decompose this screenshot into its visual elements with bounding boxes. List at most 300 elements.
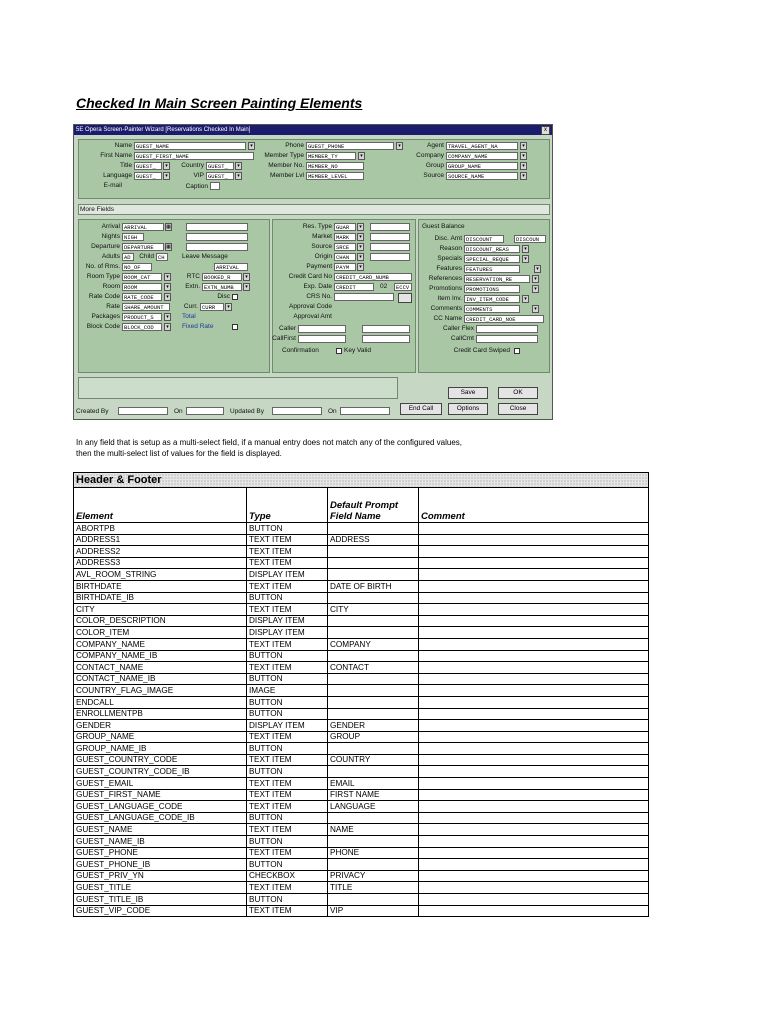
extn-label: Extn. [185,283,200,290]
cell-element: GUEST_NAME [74,824,247,836]
agent-list-icon[interactable]: ▾ [520,142,527,150]
cell-type: BUTTON [247,743,328,755]
cell-element: ADDRESS1 [74,534,247,546]
credit-card-no-label: Credit Card No [288,273,332,280]
market-field[interactable]: MARK [334,233,356,241]
cell-element: GUEST_FIRST_NAME [74,789,247,801]
source-code-list-icon[interactable]: ▾ [357,243,364,251]
cell-type: BUTTON [247,592,328,604]
cell-element: GUEST_LANGUAGE_CODE_IB [74,812,247,824]
exp-date-cvv-field[interactable]: ECCV [394,283,412,291]
table-row [74,894,649,906]
phone-list-icon[interactable]: ▾ [396,142,403,150]
title-list-icon[interactable]: ▾ [163,162,170,170]
cell-prompt [328,650,419,662]
cell-prompt: CONTACT [328,662,419,674]
table-row [74,905,649,917]
cell-type: TEXT ITEM [247,824,328,836]
promotions-field[interactable]: PROMOTIONS [464,285,520,293]
cell-type: TEXT ITEM [247,882,328,894]
features-field[interactable]: FEATURES [464,265,520,273]
cell-comment [419,615,649,627]
comments-label: Comments [430,305,462,312]
cell-element: GUEST_NAME_IB [74,836,247,848]
screen-painter-screenshot [73,124,553,420]
cell-element: GUEST_TITLE [74,882,247,894]
table-row [74,847,649,859]
cell-element: BIRTHDATE [74,580,247,592]
created-on-label: On [174,408,183,415]
cell-comment [419,685,649,697]
table-row [74,789,649,801]
cell-prompt: LANGUAGE [328,801,419,813]
cell-element: CITY [74,604,247,616]
origin-extra-field[interactable] [370,253,410,261]
cell-prompt: FIRST NAME [328,789,419,801]
language-field[interactable]: GUEST_ [134,172,162,180]
company-label: Company [416,152,444,159]
table-row [74,824,649,836]
cell-element: GUEST_LANGUAGE_CODE [74,801,247,813]
section-header: Header & Footer [74,473,649,488]
more-fields-tab[interactable]: More Fields [80,206,114,213]
guest-balance-label: Guest Balance [422,223,465,230]
name-list-icon[interactable]: ▾ [248,142,255,150]
title-field[interactable]: GUEST_ [134,162,162,170]
cell-type: DISPLAY ITEM [247,569,328,581]
payment-list-icon[interactable]: ▾ [357,263,364,271]
table-row [74,580,649,592]
room-type-list-icon[interactable]: ▾ [164,273,171,281]
item-inv-list-icon[interactable]: ▾ [522,295,529,303]
table-row [74,650,649,662]
cc-name-field[interactable]: CREDIT_CARD_NOE [464,315,544,323]
room-type-label: Room Type [86,273,120,280]
cell-prompt [328,708,419,720]
cell-element: ADDRESS3 [74,557,247,569]
table-row [74,534,649,546]
agent-field[interactable]: TRAVEL_AGENT_NA [446,142,518,150]
multi-select-note: In any field that is setup as a multi-select field, if a manual entry does not match any of the configured values, then the multi-select list of values for the field is displayed. [76,438,462,458]
elements-table [73,472,649,917]
child-label: Child [139,253,154,260]
cell-prompt [328,743,419,755]
cell-comment [419,743,649,755]
cell-prompt: DATE OF BIRTH [328,580,419,592]
table-row [74,859,649,871]
member-type-label: Member Type [264,152,304,159]
cell-prompt: PRIVACY [328,870,419,882]
market-list-icon[interactable]: ▾ [357,233,364,241]
options-button[interactable]: Options [448,403,488,415]
cell-type: TEXT ITEM [247,580,328,592]
cell-type: DISPLAY ITEM [247,615,328,627]
table-row [74,812,649,824]
packages-label: Packages [91,313,120,320]
cell-prompt: GROUP [328,731,419,743]
agent-label: Agent [427,142,444,149]
table-row [74,696,649,708]
table-row [74,673,649,685]
reason-field[interactable]: DISCOUNT_REAS [464,245,520,253]
fixed-rate-checkbox[interactable] [232,324,238,330]
callfirst-field[interactable] [298,335,346,343]
cell-comment [419,789,649,801]
vip-list-icon[interactable]: ▾ [235,172,242,180]
cell-comment [419,638,649,650]
cell-type: TEXT ITEM [247,789,328,801]
child-field[interactable]: CH [156,253,168,261]
first-name-field[interactable]: GUEST_FIRST_NAME [134,152,254,160]
cell-comment [419,824,649,836]
disc-amt-field[interactable]: DISCOUNT [464,235,504,243]
source-field[interactable]: SOURCE_NAME [446,172,518,180]
caption-label: Caption [185,183,208,190]
column-header-type: Type [247,488,328,523]
cell-comment [419,604,649,616]
cell-prompt [328,894,419,906]
phone-label: Phone [285,142,304,149]
cell-comment [419,523,649,535]
cell-type: BUTTON [247,894,328,906]
source-code-label: Source [311,243,332,250]
room-label: Room [102,283,120,290]
origin-label: Origin [314,253,332,260]
adults-field[interactable]: AD [122,253,134,261]
promotions-list-icon[interactable]: ▾ [532,285,539,293]
cell-comment [419,882,649,894]
key-valid-label: Key Valid [344,347,371,354]
source-label: Source [423,172,444,179]
cell-prompt [328,546,419,558]
arrival-string-field[interactable]: ARRIVAL [214,263,248,271]
table-row [74,523,649,535]
arrival-calendar-icon[interactable]: ▦ [166,224,171,230]
cell-comment [419,557,649,569]
references-list-icon[interactable]: ▾ [532,275,539,283]
res-type-field[interactable]: GUAR [334,223,356,231]
disc-checkbox[interactable] [232,294,238,300]
updated-on-field [340,407,390,415]
updated-by-label: Updated By [230,408,264,415]
window-title-bar: 5E Opera Screen-Painter Wizard [Reservations Checked In Main] [74,125,552,135]
cell-type: BUTTON [247,836,328,848]
cell-comment [419,650,649,662]
cell-prompt [328,673,419,685]
table-row [74,557,649,569]
approval-code-label: Approval Code [289,303,332,310]
rate-code-list-icon[interactable]: ▾ [164,293,171,301]
exp-date-label: Exp. Date [303,283,332,290]
cell-type: TEXT ITEM [247,754,328,766]
references-field[interactable]: RESERVATION_RE [464,275,530,283]
packages-list-icon[interactable]: ▾ [164,313,171,321]
credit-card-swiped-checkbox[interactable] [514,348,520,354]
specials-field[interactable]: SPECIAL_REQUE [464,255,520,263]
cell-type: BUTTON [247,766,328,778]
cell-prompt [328,569,419,581]
cell-comment [419,708,649,720]
cell-element: GUEST_PHONE [74,847,247,859]
created-by-label: Created By [76,408,109,415]
name-field[interactable]: GUEST_NAME [134,142,246,150]
cell-type: CHECKBOX [247,870,328,882]
room-type-field[interactable]: ROOM_CAT [122,273,162,281]
table-row [74,685,649,697]
table-row [74,720,649,732]
cell-element: GENDER [74,720,247,732]
cc-name-label: CC Name [433,315,462,322]
table-row [74,754,649,766]
key-valid-checkbox[interactable] [336,348,342,354]
group-list-icon[interactable]: ▾ [520,162,527,170]
cell-prompt [328,836,419,848]
cell-type: TEXT ITEM [247,604,328,616]
fixed-rate-label: Fixed Rate [182,323,214,330]
block-code-field[interactable]: BLOCK_COD [122,323,162,331]
save-button[interactable]: Save [448,387,488,399]
table-row [74,708,649,720]
cell-comment [419,673,649,685]
cell-prompt: EMAIL [328,778,419,790]
credit-card-no-field[interactable]: CREDIT_CARD_NUMB [334,273,412,281]
cell-type: DISPLAY ITEM [247,627,328,639]
cell-element: GROUP_NAME_IB [74,743,247,755]
cell-comment [419,627,649,639]
table-row [74,662,649,674]
payment-field[interactable]: PAYM [334,263,356,271]
table-row [74,743,649,755]
callcmt-label: CallCmt [450,335,474,342]
cell-comment [419,534,649,546]
comments-field[interactable]: COMMENTS [464,305,520,313]
cell-element: CONTACT_NAME_IB [74,673,247,685]
end-call-button[interactable]: End Call [400,403,442,415]
extn-field[interactable]: EXTN_NUMB [202,283,242,291]
packages-field[interactable]: PRODUCT_S [122,313,162,321]
table-row [74,638,649,650]
cell-prompt: GENDER [328,720,419,732]
cell-element: GUEST_EMAIL [74,778,247,790]
cell-element: GUEST_TITLE_IB [74,894,247,906]
column-header-default-prompt: Default Prompt Field Name [328,488,419,523]
arrival-field[interactable]: ARRIVAL [122,223,164,231]
cell-type: TEXT ITEM [247,638,328,650]
table-row [74,731,649,743]
market-extra-field[interactable] [370,233,410,241]
comments-list-icon[interactable]: ▾ [532,305,539,313]
company-field[interactable]: COMPANY_NAME [446,152,518,160]
table-row [74,592,649,604]
source-code-field[interactable]: SRCE [334,243,356,251]
created-on-field [186,407,224,415]
departure-calendar-icon[interactable]: ▦ [166,244,171,250]
source-list-icon[interactable]: ▾ [520,172,527,180]
column-header-row [74,488,649,523]
country-field[interactable]: GUEST_ [206,162,234,170]
promotions-label: Promotions [429,285,462,292]
cell-element: COLOR_ITEM [74,627,247,639]
company-list-icon[interactable]: ▾ [520,152,527,160]
no-of-rms-label: No. of Rms. [85,263,120,270]
rate-code-field[interactable]: RATE_CODE [122,293,162,301]
res-type-label: Res. Type [302,223,332,230]
rate-field[interactable]: SHARE_AMOUNT [122,303,170,311]
no-of-rms-field[interactable]: NO_OF [122,263,152,271]
table-row [74,801,649,813]
cell-comment [419,812,649,824]
cell-comment [419,731,649,743]
cell-prompt [328,592,419,604]
res-type-extra-field[interactable] [370,223,410,231]
adults-label: Adults [101,253,120,260]
crs-lookup-button[interactable] [398,293,412,303]
table-row [74,870,649,882]
cell-element: COUNTRY_FLAG_IMAGE [74,685,247,697]
cell-prompt [328,627,419,639]
cell-comment [419,778,649,790]
cell-comment [419,754,649,766]
departure-field[interactable]: DEPARTURE [122,243,164,251]
language-list-icon[interactable]: ▾ [163,172,170,180]
cell-type: DISPLAY ITEM [247,720,328,732]
member-type-list-icon[interactable]: ▾ [358,152,365,160]
credit-card-swiped-label: Credit Card Swiped [453,347,510,354]
cell-prompt: COUNTRY [328,754,419,766]
member-lvl-label: Member Lvl [270,172,304,179]
language-label: Language [103,172,132,179]
caller-label: Caller [279,325,296,332]
callcmt-field[interactable] [476,335,538,343]
cell-type: TEXT ITEM [247,546,328,558]
origin-list-icon[interactable]: ▾ [357,253,364,261]
nights-field[interactable]: NIGH [122,233,144,241]
cell-comment [419,801,649,813]
group-field[interactable]: GROUP_NAME [446,162,518,170]
close-icon[interactable]: x [541,126,550,135]
cell-type: TEXT ITEM [247,731,328,743]
res-type-list-icon[interactable]: ▾ [357,223,364,231]
disc-pct-field[interactable]: DISCOUN [514,235,546,243]
caption-field[interactable] [210,182,220,190]
rtc-list-icon[interactable]: ▾ [243,273,250,281]
departure-label: Departure [91,243,120,250]
confirmation-label: Confirmation [282,347,319,354]
member-no-field[interactable]: MEMBER_NO [306,162,364,170]
exp-date-suffix: 02 [380,283,388,290]
callfirst-extra-field[interactable] [362,335,410,343]
departure-extra-field[interactable] [186,243,248,251]
cell-type: TEXT ITEM [247,801,328,813]
rtc-field[interactable]: BOOKED_R [202,273,242,281]
cell-prompt: PHONE [328,847,419,859]
total-link[interactable]: Total [182,313,196,320]
cell-element: COMPANY_NAME [74,638,247,650]
table-row [74,569,649,581]
room-field[interactable]: ROOM [122,283,162,291]
origin-field[interactable]: CHAN [334,253,356,261]
nights-label: Nights [101,233,120,240]
exp-date-field[interactable]: CREDIT [334,283,374,291]
crs-no-field[interactable] [334,293,394,301]
member-type-field[interactable]: MEMBER_TY [306,152,356,160]
cell-type: TEXT ITEM [247,534,328,546]
first-name-label: First Name [100,152,132,159]
cell-type: BUTTON [247,708,328,720]
cell-element: AVL_ROOM_STRING [74,569,247,581]
block-code-label: Block Code [86,323,120,330]
payment-label: Payment [306,263,332,270]
country-label: Country [181,162,204,169]
cell-prompt [328,859,419,871]
reason-list-icon[interactable]: ▾ [522,245,529,253]
column-header-element: Element [74,488,247,523]
cell-element: GUEST_PRIV_YN [74,870,247,882]
curr-label: Curr. [183,303,198,310]
approval-amt-label: Approval Amt [293,313,332,320]
updated-on-label: On [328,408,337,415]
cell-comment [419,546,649,558]
room-list-icon[interactable]: ▾ [164,283,171,291]
table-row [74,604,649,616]
cell-comment [419,580,649,592]
features-list-icon[interactable]: ▾ [534,265,541,273]
phone-field[interactable]: GUEST_PHONE [306,142,394,150]
extn-list-icon[interactable]: ▾ [243,283,250,291]
cell-element: GUEST_VIP_CODE [74,905,247,917]
caller-flex-field[interactable] [476,325,538,333]
cell-comment [419,592,649,604]
table-row [74,627,649,639]
cell-comment [419,859,649,871]
close-button[interactable]: Close [498,403,538,415]
cell-element: ADDRESS2 [74,546,247,558]
cell-prompt [328,615,419,627]
curr-list-icon[interactable]: ▾ [225,303,232,311]
country-list-icon[interactable]: ▾ [235,162,242,170]
member-lvl-field[interactable]: MEMBER_LEVEL [306,172,364,180]
disc-amt-label: Disc. Amt [434,235,462,242]
arrival-extra-field[interactable] [186,223,248,231]
cell-prompt: COMPANY [328,638,419,650]
curr-field[interactable]: CURR [200,303,224,311]
item-inv-field[interactable]: INV_ITEM_CODE [464,295,520,303]
email-label: E-mail [103,182,122,189]
crs-no-label: CRS No. [306,293,332,300]
cell-prompt: ADDRESS [328,534,419,546]
table-row [74,546,649,558]
ok-button[interactable]: OK [498,387,538,399]
nights-extra-field[interactable] [186,233,248,241]
source-extra-field[interactable] [370,243,410,251]
cell-comment [419,662,649,674]
cell-type: BUTTON [247,650,328,662]
caller-field[interactable] [298,325,346,333]
cell-type: TEXT ITEM [247,847,328,859]
cell-prompt [328,766,419,778]
cell-comment [419,696,649,708]
name-label: Name [114,142,132,149]
caller-phone-field[interactable] [362,325,410,333]
specials-list-icon[interactable]: ▾ [522,255,529,263]
specials-label: Specials [437,255,462,262]
cell-comment [419,905,649,917]
cell-comment [419,870,649,882]
vip-field[interactable]: GUEST_ [206,172,234,180]
item-inv-label: Item Inv. [437,295,462,302]
block-code-list-icon[interactable]: ▾ [164,323,171,331]
cell-comment [419,836,649,848]
